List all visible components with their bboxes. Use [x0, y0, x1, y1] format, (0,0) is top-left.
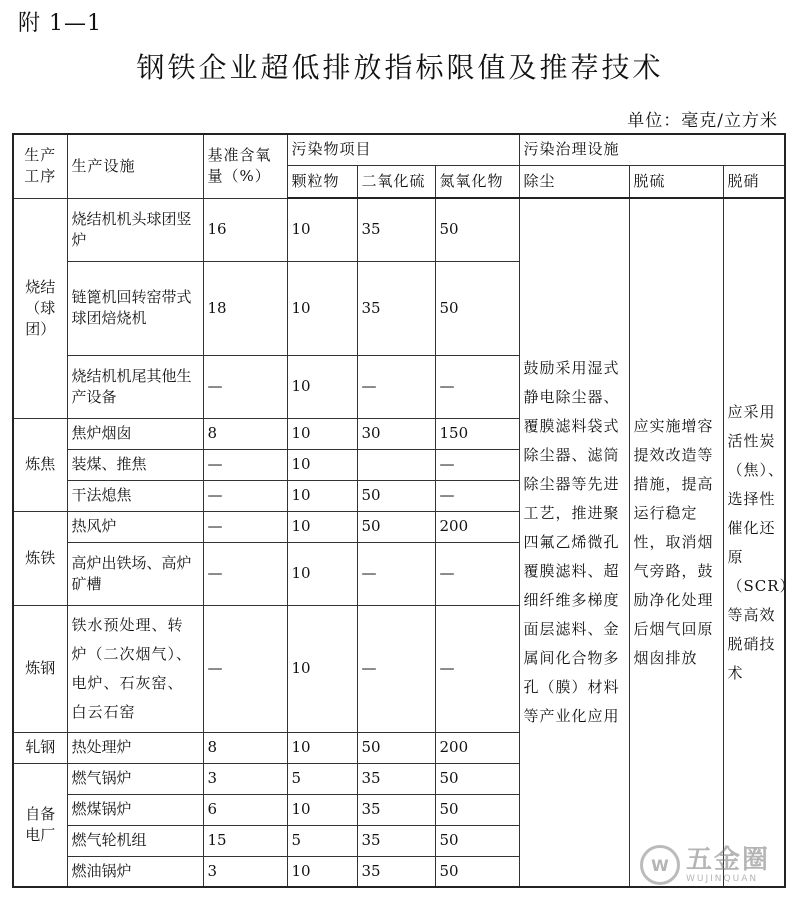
pm-cell: 10: [287, 732, 357, 763]
nox-cell: —: [435, 605, 519, 732]
header-treatment: 污染治理设施: [519, 134, 785, 165]
so2-cell: —: [357, 355, 435, 418]
facility-cell: 干法熄焦: [67, 480, 203, 511]
nox-cell: 50: [435, 794, 519, 825]
watermark-en: WUJINQUAN: [686, 874, 759, 884]
so2-cell: 50: [357, 511, 435, 542]
appendix-label: 附 1—1: [18, 11, 102, 36]
oxygen-cell: —: [203, 542, 287, 605]
process-rolling: 轧钢: [13, 732, 67, 763]
header-process: 生产工序: [13, 134, 67, 198]
pm-cell: 10: [287, 856, 357, 887]
facility-cell: 燃气轮机组: [67, 825, 203, 856]
oxygen-cell: —: [203, 449, 287, 480]
so2-cell: —: [357, 542, 435, 605]
facility-cell: 燃气锅炉: [67, 763, 203, 794]
pm-cell: 10: [287, 480, 357, 511]
dust-removal-tech: 鼓励采用湿式静电除尘器、覆膜滤料袋式除尘器、滤筒除尘器等先进工艺，推进聚四氟乙烯微孔覆膜滤料、超细纤维多梯度面层滤料、金属间化合物多孔（膜）材料等产业化应用: [519, 198, 629, 887]
pm-cell: 10: [287, 418, 357, 449]
oxygen-cell: 3: [203, 763, 287, 794]
watermark: [640, 837, 790, 893]
facility-cell: 装煤、推焦: [67, 449, 203, 480]
watermark-cn: 五金圈: [686, 845, 771, 875]
header-facility: 生产设施: [67, 134, 203, 198]
emission-limits-table: [12, 133, 796, 888]
oxygen-cell: —: [203, 480, 287, 511]
nox-cell: 50: [435, 856, 519, 887]
nox-cell: —: [435, 449, 519, 480]
nox-cell: 150: [435, 418, 519, 449]
oxygen-cell: 8: [203, 732, 287, 763]
nox-cell: 200: [435, 732, 519, 763]
facility-cell: 热处理炉: [67, 732, 203, 763]
process-coking: 炼焦: [13, 418, 67, 511]
pm-cell: 5: [287, 825, 357, 856]
oxygen-cell: —: [203, 605, 287, 732]
unit-label: 单位：毫克/立方米: [627, 111, 778, 131]
so2-cell: 35: [357, 763, 435, 794]
header-nox: 氮氧化物: [435, 165, 519, 198]
oxygen-cell: 3: [203, 856, 287, 887]
table-row: [13, 198, 785, 261]
pm-cell: 10: [287, 449, 357, 480]
so2-cell: 50: [357, 480, 435, 511]
header-oxygen: 基准含氧量（%）: [203, 134, 287, 198]
facility-cell: 热风炉: [67, 511, 203, 542]
pm-cell: 10: [287, 198, 357, 261]
oxygen-cell: —: [203, 511, 287, 542]
oxygen-cell: 18: [203, 261, 287, 355]
header-desulfurization: 脱硫: [629, 165, 723, 198]
nox-cell: 50: [435, 825, 519, 856]
pm-cell: 5: [287, 763, 357, 794]
nox-cell: 50: [435, 261, 519, 355]
so2-cell: 50: [357, 732, 435, 763]
so2-cell: 35: [357, 198, 435, 261]
so2-cell: [357, 449, 435, 480]
wu-logo-icon: W: [640, 845, 680, 885]
pm-cell: 10: [287, 794, 357, 825]
pm-cell: 10: [287, 511, 357, 542]
oxygen-cell: —: [203, 355, 287, 418]
pm-cell: 10: [287, 605, 357, 732]
so2-cell: 35: [357, 261, 435, 355]
so2-cell: 35: [357, 825, 435, 856]
header-pollutants: 污染物项目: [287, 134, 519, 165]
nox-cell: 50: [435, 198, 519, 261]
nox-cell: 200: [435, 511, 519, 542]
facility-cell: 铁水预处理、转炉（二次烟气）、电炉、石灰窑、白云石窑: [67, 605, 203, 732]
oxygen-cell: 6: [203, 794, 287, 825]
facility-cell: 链篦机回转窑带式球团焙烧机: [67, 261, 203, 355]
pm-cell: 10: [287, 542, 357, 605]
so2-cell: 35: [357, 794, 435, 825]
facility-cell: 烧结机机尾其他生产设备: [67, 355, 203, 418]
nox-cell: —: [435, 542, 519, 605]
so2-cell: 35: [357, 856, 435, 887]
facility-cell: 高炉出铁场、高炉矿槽: [67, 542, 203, 605]
pm-cell: 10: [287, 355, 357, 418]
denitrification-tech: 应采用活性炭（焦）、选择性催化还原（SCR）等高效脱硝技术: [723, 198, 785, 887]
nox-cell: —: [435, 480, 519, 511]
header-denitrification: 脱硝: [723, 165, 785, 198]
process-steelmaking: 炼钢: [13, 605, 67, 732]
page-title: 钢铁企业超低排放指标限值及推荐技术: [136, 51, 664, 84]
header-so2: 二氧化硫: [357, 165, 435, 198]
oxygen-cell: 8: [203, 418, 287, 449]
pm-cell: 10: [287, 261, 357, 355]
process-ironmaking: 炼铁: [13, 511, 67, 605]
facility-cell: 焦炉烟囱: [67, 418, 203, 449]
header-particulate: 颗粒物: [287, 165, 357, 198]
facility-cell: 燃煤锅炉: [67, 794, 203, 825]
desulfurization-tech: 应实施增容提效改造等措施，提高运行稳定性，取消烟气旁路，鼓励净化处理后烟气回原烟囱排放: [629, 198, 723, 887]
so2-cell: 30: [357, 418, 435, 449]
so2-cell: —: [357, 605, 435, 732]
facility-cell: 烧结机机头球团竖炉: [67, 198, 203, 261]
process-power-plant: 自备电厂: [13, 763, 67, 887]
facility-cell: 燃油锅炉: [67, 856, 203, 887]
oxygen-cell: 16: [203, 198, 287, 261]
header-dust-removal: 除尘: [519, 165, 629, 198]
nox-cell: —: [435, 355, 519, 418]
process-sintering: 烧结（球团）: [13, 198, 67, 418]
oxygen-cell: 15: [203, 825, 287, 856]
nox-cell: 50: [435, 763, 519, 794]
